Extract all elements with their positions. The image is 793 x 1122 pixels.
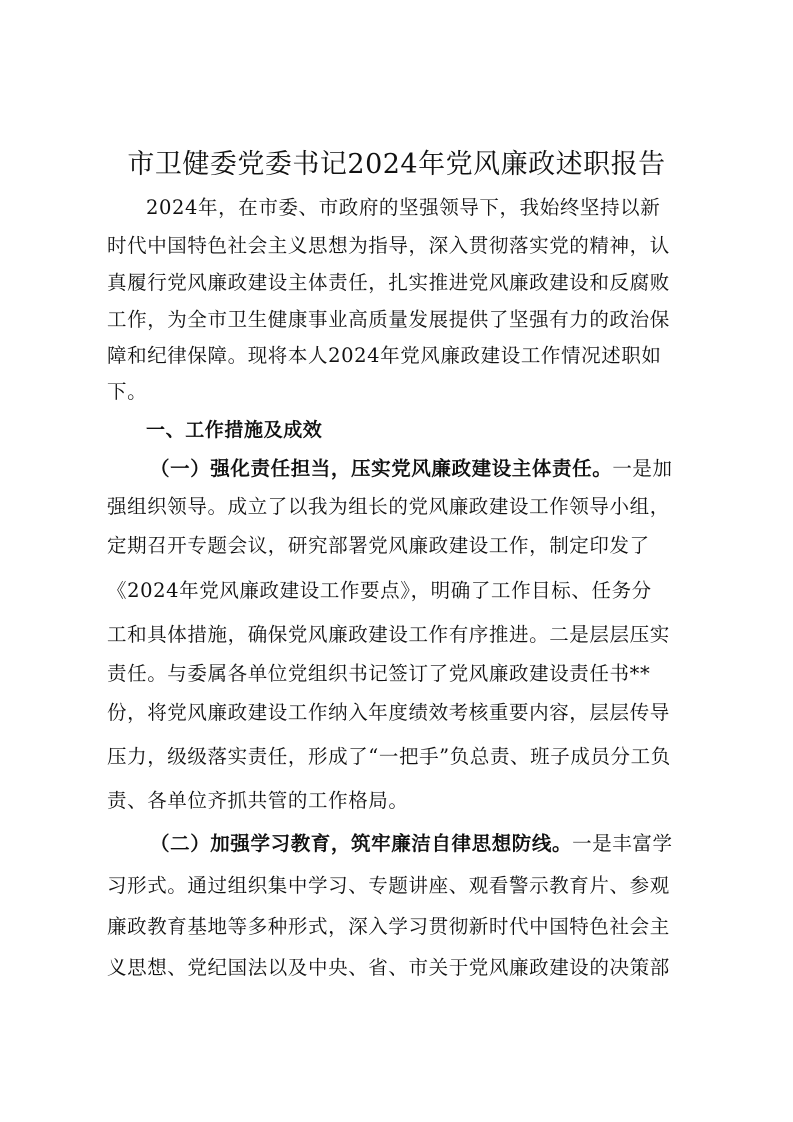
- body-line: 工和具体措施，确保党风廉政建设工作有序推进。二是层层压实: [107, 623, 670, 646]
- subsection-line: [150, 457, 673, 481]
- body-line: 份，将党风廉政建设工作纳入年度绩效考核重要内容，层层传导: [107, 701, 670, 724]
- body-line: 义思想、党纪国法以及中央、省、市关于党风廉政建设的决策部: [107, 956, 670, 979]
- body-line: 《2024年党风廉政建设工作要点》，明确了工作目标、任务分: [107, 579, 652, 602]
- body-line: 真履行党风廉政建设主体责任，扎实推进党风廉政建设和反腐败: [107, 271, 670, 294]
- body-line: 压力，级级落实责任，形成了“一把手”负总责、班子成员分工负: [107, 745, 671, 768]
- body-line: 工作，为全市卫生健康事业高质量发展提供了坚强有力的政治保: [107, 308, 670, 331]
- body-line: 责、各单位齐抓共管的工作格局。: [107, 789, 409, 812]
- body-line: 定期召开专题会议，研究部署党风廉政建设工作，制定印发了: [107, 534, 650, 557]
- body-text: 一是丰富学: [572, 832, 673, 855]
- body-line: 强组织领导。成立了以我为组长的党风廉政建设工作领导小组，: [107, 495, 670, 518]
- body-text: 一是加: [612, 457, 673, 480]
- body-line: 障和纪律保障。现将本人2024年党风廉政建设工作情况述职如: [107, 344, 662, 367]
- body-line: 廉政教育基地等多种形式，深入学习贯彻新时代中国特色社会主: [107, 915, 670, 938]
- body-line: 时代中国特色社会主义思想为指导，深入贯彻落实党的精神，认: [107, 234, 670, 257]
- body-line: 2024年，在市委、市政府的坚强领导下，我始终坚持以新: [146, 196, 661, 219]
- subsection-heading: （一）强化责任担当，压实党风廉政建设主体责任。: [150, 457, 613, 480]
- subsection-line: [150, 832, 673, 856]
- section-heading: 一、工作措施及成效: [146, 419, 323, 441]
- body-line: 下。: [107, 380, 148, 403]
- body-line: 责任。与委属各单位党组织书记签订了党风廉政建设责任书**: [107, 662, 651, 685]
- document-title: 市卫健委党委书记2024年党风廉政述职报告: [127, 149, 666, 180]
- body-line: 习形式。通过组织集中学习、专题讲座、观看警示教育片、参观: [107, 874, 670, 897]
- subsection-heading: （二）加强学习教育，筑牢廉洁自律思想防线。: [150, 832, 573, 855]
